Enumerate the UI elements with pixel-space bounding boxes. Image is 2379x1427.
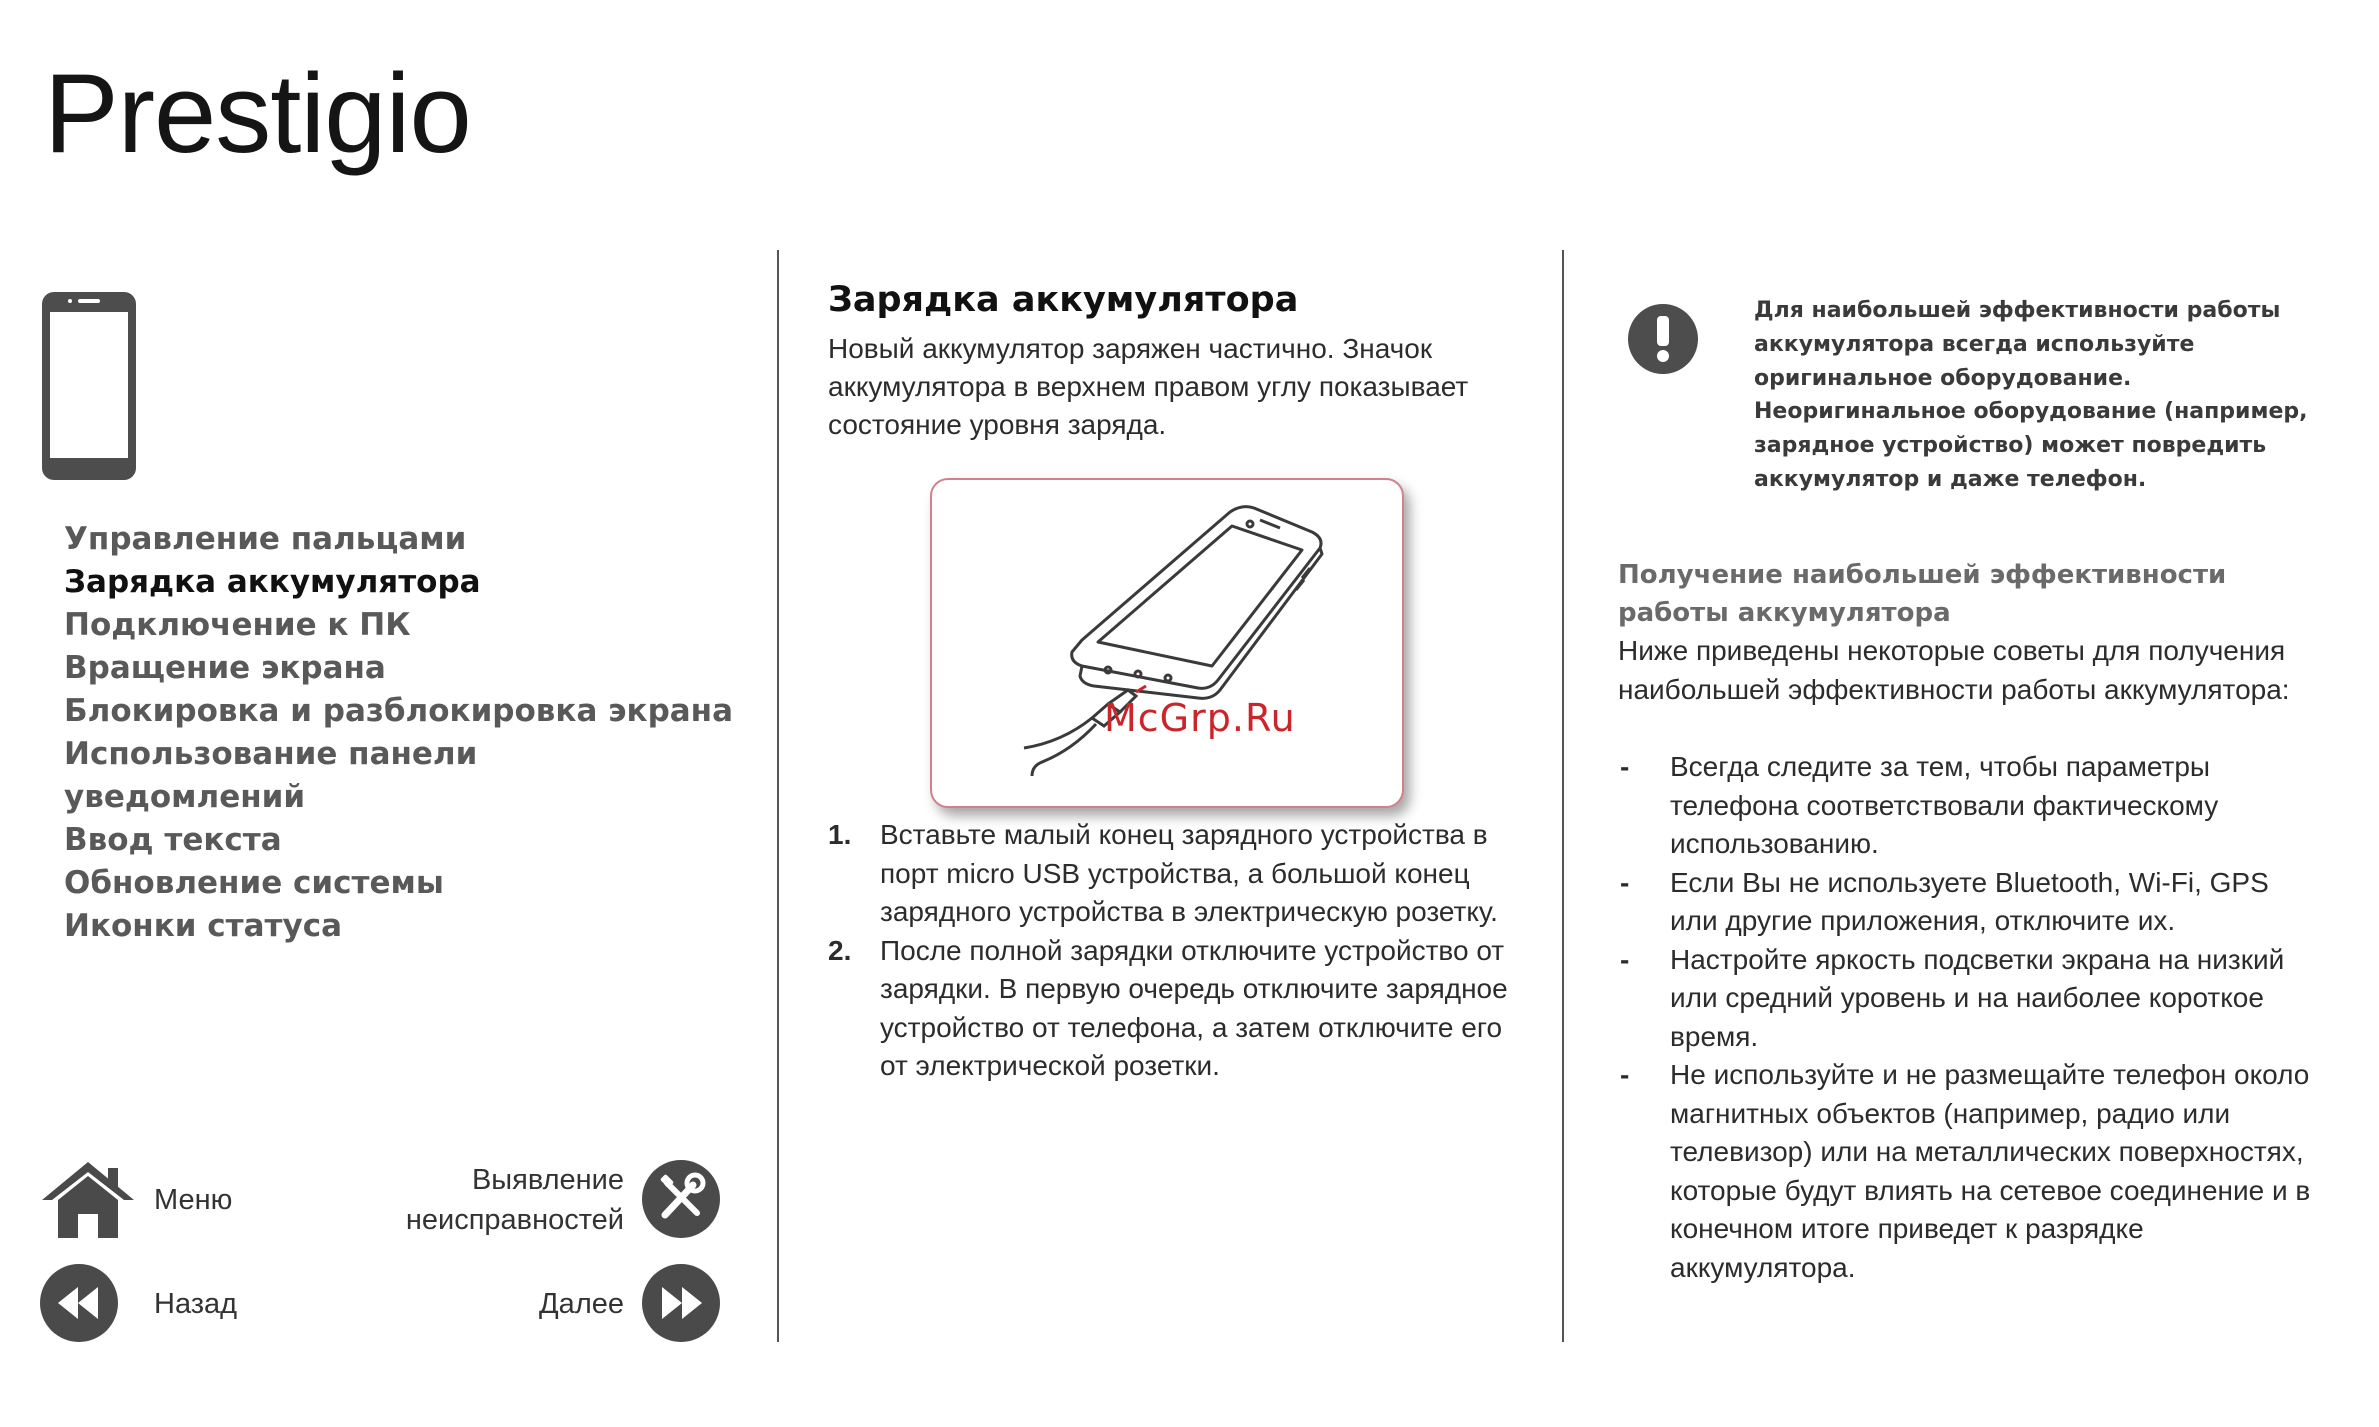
tips-intro: Ниже приведены некоторые советы для получения наибольшей эффективности работы аккумулятора:	[1618, 635, 2290, 705]
nav-item-charging[interactable]: Зарядка аккумулятора	[64, 564, 481, 600]
watermark-text: McGrp.Ru	[1104, 696, 1296, 740]
nav-item-system-update[interactable]: Обновление системы	[64, 865, 444, 901]
nav-item-lock[interactable]: Блокировка и разблокировка экрана	[64, 693, 734, 729]
tip-item: - Не используйте и не размещайте телефон около магнитных объектов (например, радио или телевизор) или на металлических поверхностях, которые будут влиять на сетевое соединение и в конечном итоге приведет к разрядке аккумулятора.	[1618, 1056, 2318, 1287]
column-divider-right	[1562, 250, 1564, 1342]
menu-link[interactable]: Меню	[154, 1184, 233, 1216]
step-number: 1.	[828, 819, 852, 850]
troubleshoot-label-line1: Выявление	[471, 1164, 624, 1196]
page-title: Зарядка аккумулятора	[828, 280, 1299, 320]
troubleshoot-button[interactable]	[642, 1160, 720, 1238]
next-button[interactable]	[642, 1264, 720, 1342]
troubleshoot-label-line2: неисправностей	[405, 1204, 624, 1236]
step-number: 2.	[828, 934, 852, 966]
warning-icon	[1628, 304, 1698, 374]
step-text: После полной зарядки отключите устройство от зарядки. В первую очередь отключите зарядное устройство от телефона, а затем отключите его от электрической розетки.	[880, 934, 1508, 1081]
back-button[interactable]	[40, 1264, 118, 1342]
tools-icon	[653, 1171, 709, 1227]
column-divider-left	[777, 250, 779, 1342]
prestigio-logo: Prestigio	[44, 51, 471, 176]
smartphone-icon	[40, 290, 138, 482]
tip-item: - Всегда следите за тем, чтобы параметры телефона соответствовали фактическому использованию.	[1618, 748, 2318, 864]
nav-item-rotation[interactable]: Вращение экрана	[64, 650, 386, 686]
step-item	[828, 932, 1528, 1086]
back-link[interactable]: Назад	[154, 1288, 238, 1320]
intro-paragraph: Новый аккумулятор заряжен частично. Значок аккумулятора в верхнем правом углу показывает состояние уровня заряда.	[828, 333, 1469, 440]
rewind-icon	[54, 1283, 104, 1323]
nav-item-gestures[interactable]: Управление пальцами	[64, 521, 467, 557]
nav-item-pc-connect[interactable]: Подключение к ПК	[64, 607, 411, 643]
section-nav	[64, 518, 733, 948]
nav-item-notifications-cont[interactable]: уведомлений	[64, 779, 306, 815]
nav-item-text-input[interactable]: Ввод текста	[64, 822, 282, 858]
charging-illustration	[930, 478, 1404, 808]
tip-item: - Настройте яркость подсветки экрана на низкий или средний уровень и на наиболее короткое время.	[1618, 941, 2318, 1057]
home-icon[interactable]	[40, 1160, 136, 1240]
tips-list	[1618, 748, 2318, 1287]
warning-note: Для наибольшей эффективности работы аккумулятора всегда используйте оригинальное оборудование. Неоригинальное оборудование (например, зарядное устройство) может повредить аккумулятор и даже телефон.	[1754, 298, 2308, 492]
troubleshoot-link[interactable]	[360, 1160, 624, 1240]
tips-heading: Получение наибольшей эффективности работы аккумулятора	[1618, 560, 2227, 628]
nav-item-status-icons[interactable]: Иконки статуса	[64, 908, 342, 944]
next-link[interactable]: Далее	[539, 1288, 624, 1320]
fast-forward-icon	[656, 1283, 706, 1323]
nav-item-notifications[interactable]: Использование панели	[64, 736, 478, 772]
tip-item: - Если Вы не используете Bluetooth, Wi-Fi, GPS или другие приложения, отключите их.	[1618, 864, 2318, 941]
phone-charging-icon	[932, 480, 1402, 806]
step-text: Вставьте малый конец зарядного устройства в порт micro USB устройства, а большой конец зарядного устройства в электрическую розетку.	[880, 819, 1498, 927]
step-item	[828, 816, 1528, 932]
instruction-steps	[828, 816, 1528, 1086]
exclamation-glyph	[1653, 314, 1673, 364]
